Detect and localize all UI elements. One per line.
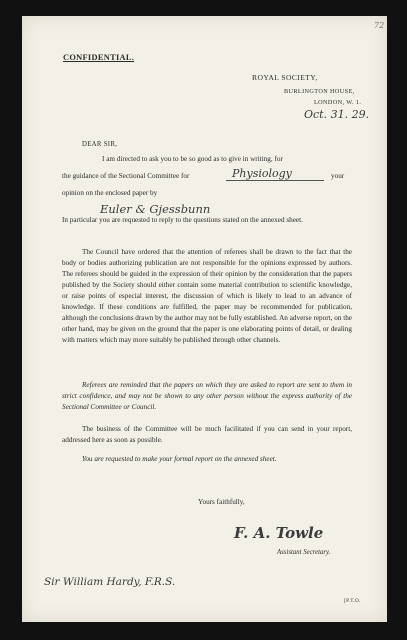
paragraph-1-line-2a: the guidance of the Sectional Committee for — [62, 172, 190, 180]
address-line-3: LONDON, W. 1. — [314, 99, 362, 106]
handwritten-subject: Physiology — [232, 167, 292, 180]
subject-underline — [226, 180, 324, 181]
letter-sheet — [22, 16, 387, 622]
paragraph-5-business: The business of the Committee will be much facilitated if you can send in your report, addressed here as soon as possible. — [62, 425, 352, 444]
pto-marker: [P.T.O. — [344, 599, 361, 604]
address-line-1: ROYAL SOCIETY, — [252, 73, 318, 82]
handwritten-authors: Euler & Gjessbunn — [100, 202, 211, 216]
salutation: DEAR SIR, — [82, 141, 118, 148]
confidential-heading: CONFIDENTIAL. — [63, 53, 135, 62]
paragraph-6-formal-report: You are requested to make your formal report on the annexed sheet. — [82, 455, 277, 463]
paragraph-3-council: The Council have ordered that the attention of referees shall be drawn to the fact that the body or bodies authorizing publication are not responsible for the opinions expressed by authors. The referees should be guided in the expression of their opinion by the consideration that the papers published by the Society should either contain some material contribution to scientific knowledge, or raise points of especial interest, the discussion of which is likely to lead to an advance of knowledge. If these conditions are fulfilled, the paper may be recommended for publication, although the conclusions drawn by the author may not be fully established. An adverse report, on the other hand, may be given on the ground that the paper is one elaborating points of detail, or dealing with matters which may more suitably be published through other channels. — [62, 248, 352, 344]
address-line-2: BURLINGTON HOUSE, — [284, 88, 355, 95]
archive-number: 72 — [374, 21, 385, 30]
handwritten-recipient: Sir William Hardy, F.R.S. — [44, 576, 176, 588]
closing: Yours faithfully, — [198, 498, 245, 506]
paragraph-1-line-2b: your — [331, 172, 345, 180]
paragraph-1-line-1: I am directed to ask you to be so good as to give in writing, for — [102, 155, 283, 163]
paragraph-4-referees: Referees are reminded that the papers on which they are asked to report are sent to them in strict confidence, and may not be shown to any other person without the express authority of the Sectional Committee or Council. — [62, 381, 352, 411]
signatory-title: Assistant Secretary. — [277, 549, 331, 556]
paragraph-1-line-3: opinion on the enclosed paper by — [62, 189, 158, 197]
paragraph-2: In particular you are requested to reply to the questions stated on the annexed sheet. — [62, 216, 303, 224]
handwritten-date: Oct. 31. 29. — [304, 108, 370, 121]
signature: F. A. Towle — [234, 524, 324, 542]
